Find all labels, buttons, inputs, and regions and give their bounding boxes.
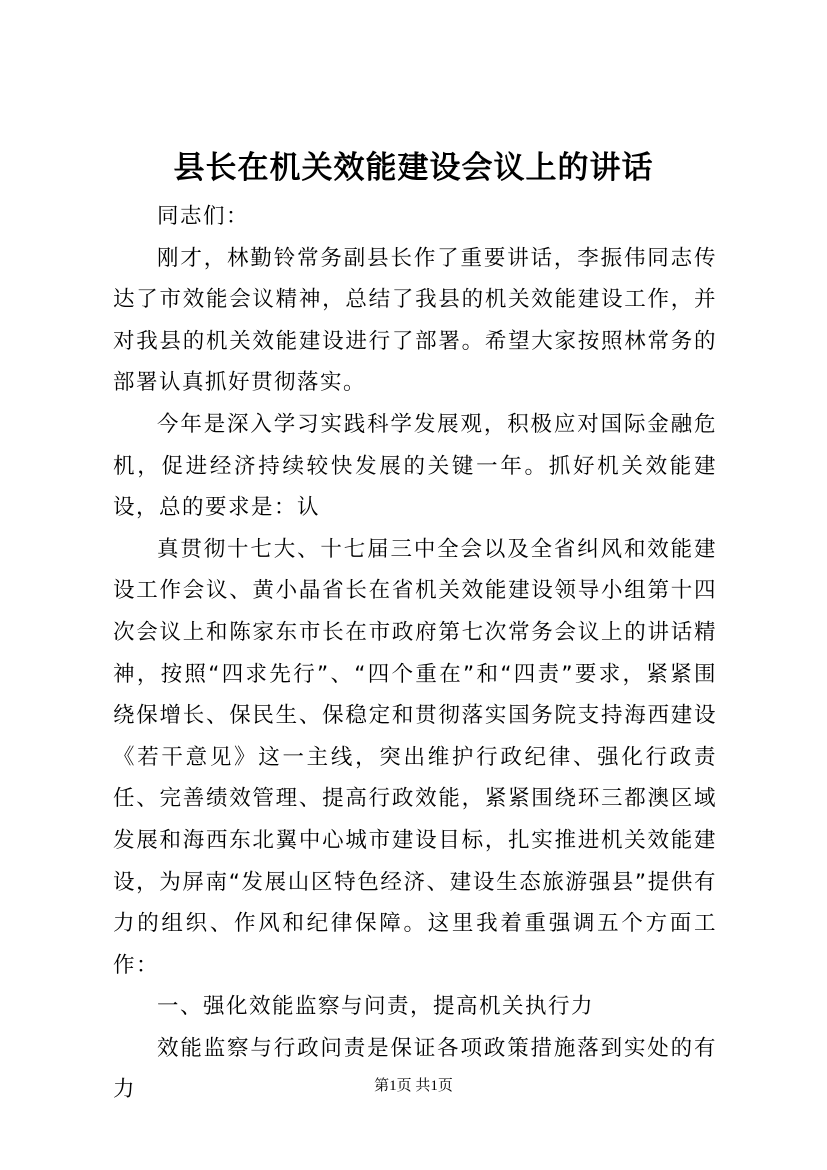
paragraph-1: 刚才，林勤铃常务副县长作了重要讲话，李振伟同志传达了市效能会议精神，总结了我县的机关效能建设工作，并对我县的机关效能建设进行了部署。希望大家按照林常务的部署认真抓好贯彻落实。: [113, 245, 717, 396]
document-title: 县长在机关效能建设会议上的讲话: [173, 150, 654, 186]
paragraph-5: 效能监察与行政问责是保证各项政策措施落到实处的有力: [113, 1035, 717, 1103]
section-heading-1: 一、强化效能监察与问责，提高机关执行力: [157, 994, 595, 1020]
page-footer: 第1页 共1页: [374, 1078, 453, 1094]
document-body: [113, 196, 717, 1111]
greeting: 同志们：: [157, 204, 250, 229]
paragraph-3: 真贯彻十七大、十七届三中全会以及全省纠风和效能建设工作会议、黄小晶省长在省机关效能建设领导小组第十四次会议上和陈家东市长在市政府第七次常务会议上的讲话精神，按照“四求先行”、“四个重在”和“四责”要求，紧紧围绕保增长、保民生、保稳定和贯彻落实国务院支持海西建设《若干意见》这一主线，突出维护行政纪律、强化行政责任、完善绩效管理、提高行政效能，紧紧围绕环三都澳区域发展和海西东北翼中心城市建设目标，扎实推进机关效能建设，为屏南“发展山区特色经济、建设生态旅游强县”提供有力的组织、作风和纪律保障。这里我着重强调五个方面工作：: [113, 536, 717, 978]
paragraph-2: 今年是深入学习实践科学发展观，积极应对国际金融危机，促进经济持续较快发展的关键一年。抓好机关效能建设，总的要求是：认: [113, 411, 717, 521]
